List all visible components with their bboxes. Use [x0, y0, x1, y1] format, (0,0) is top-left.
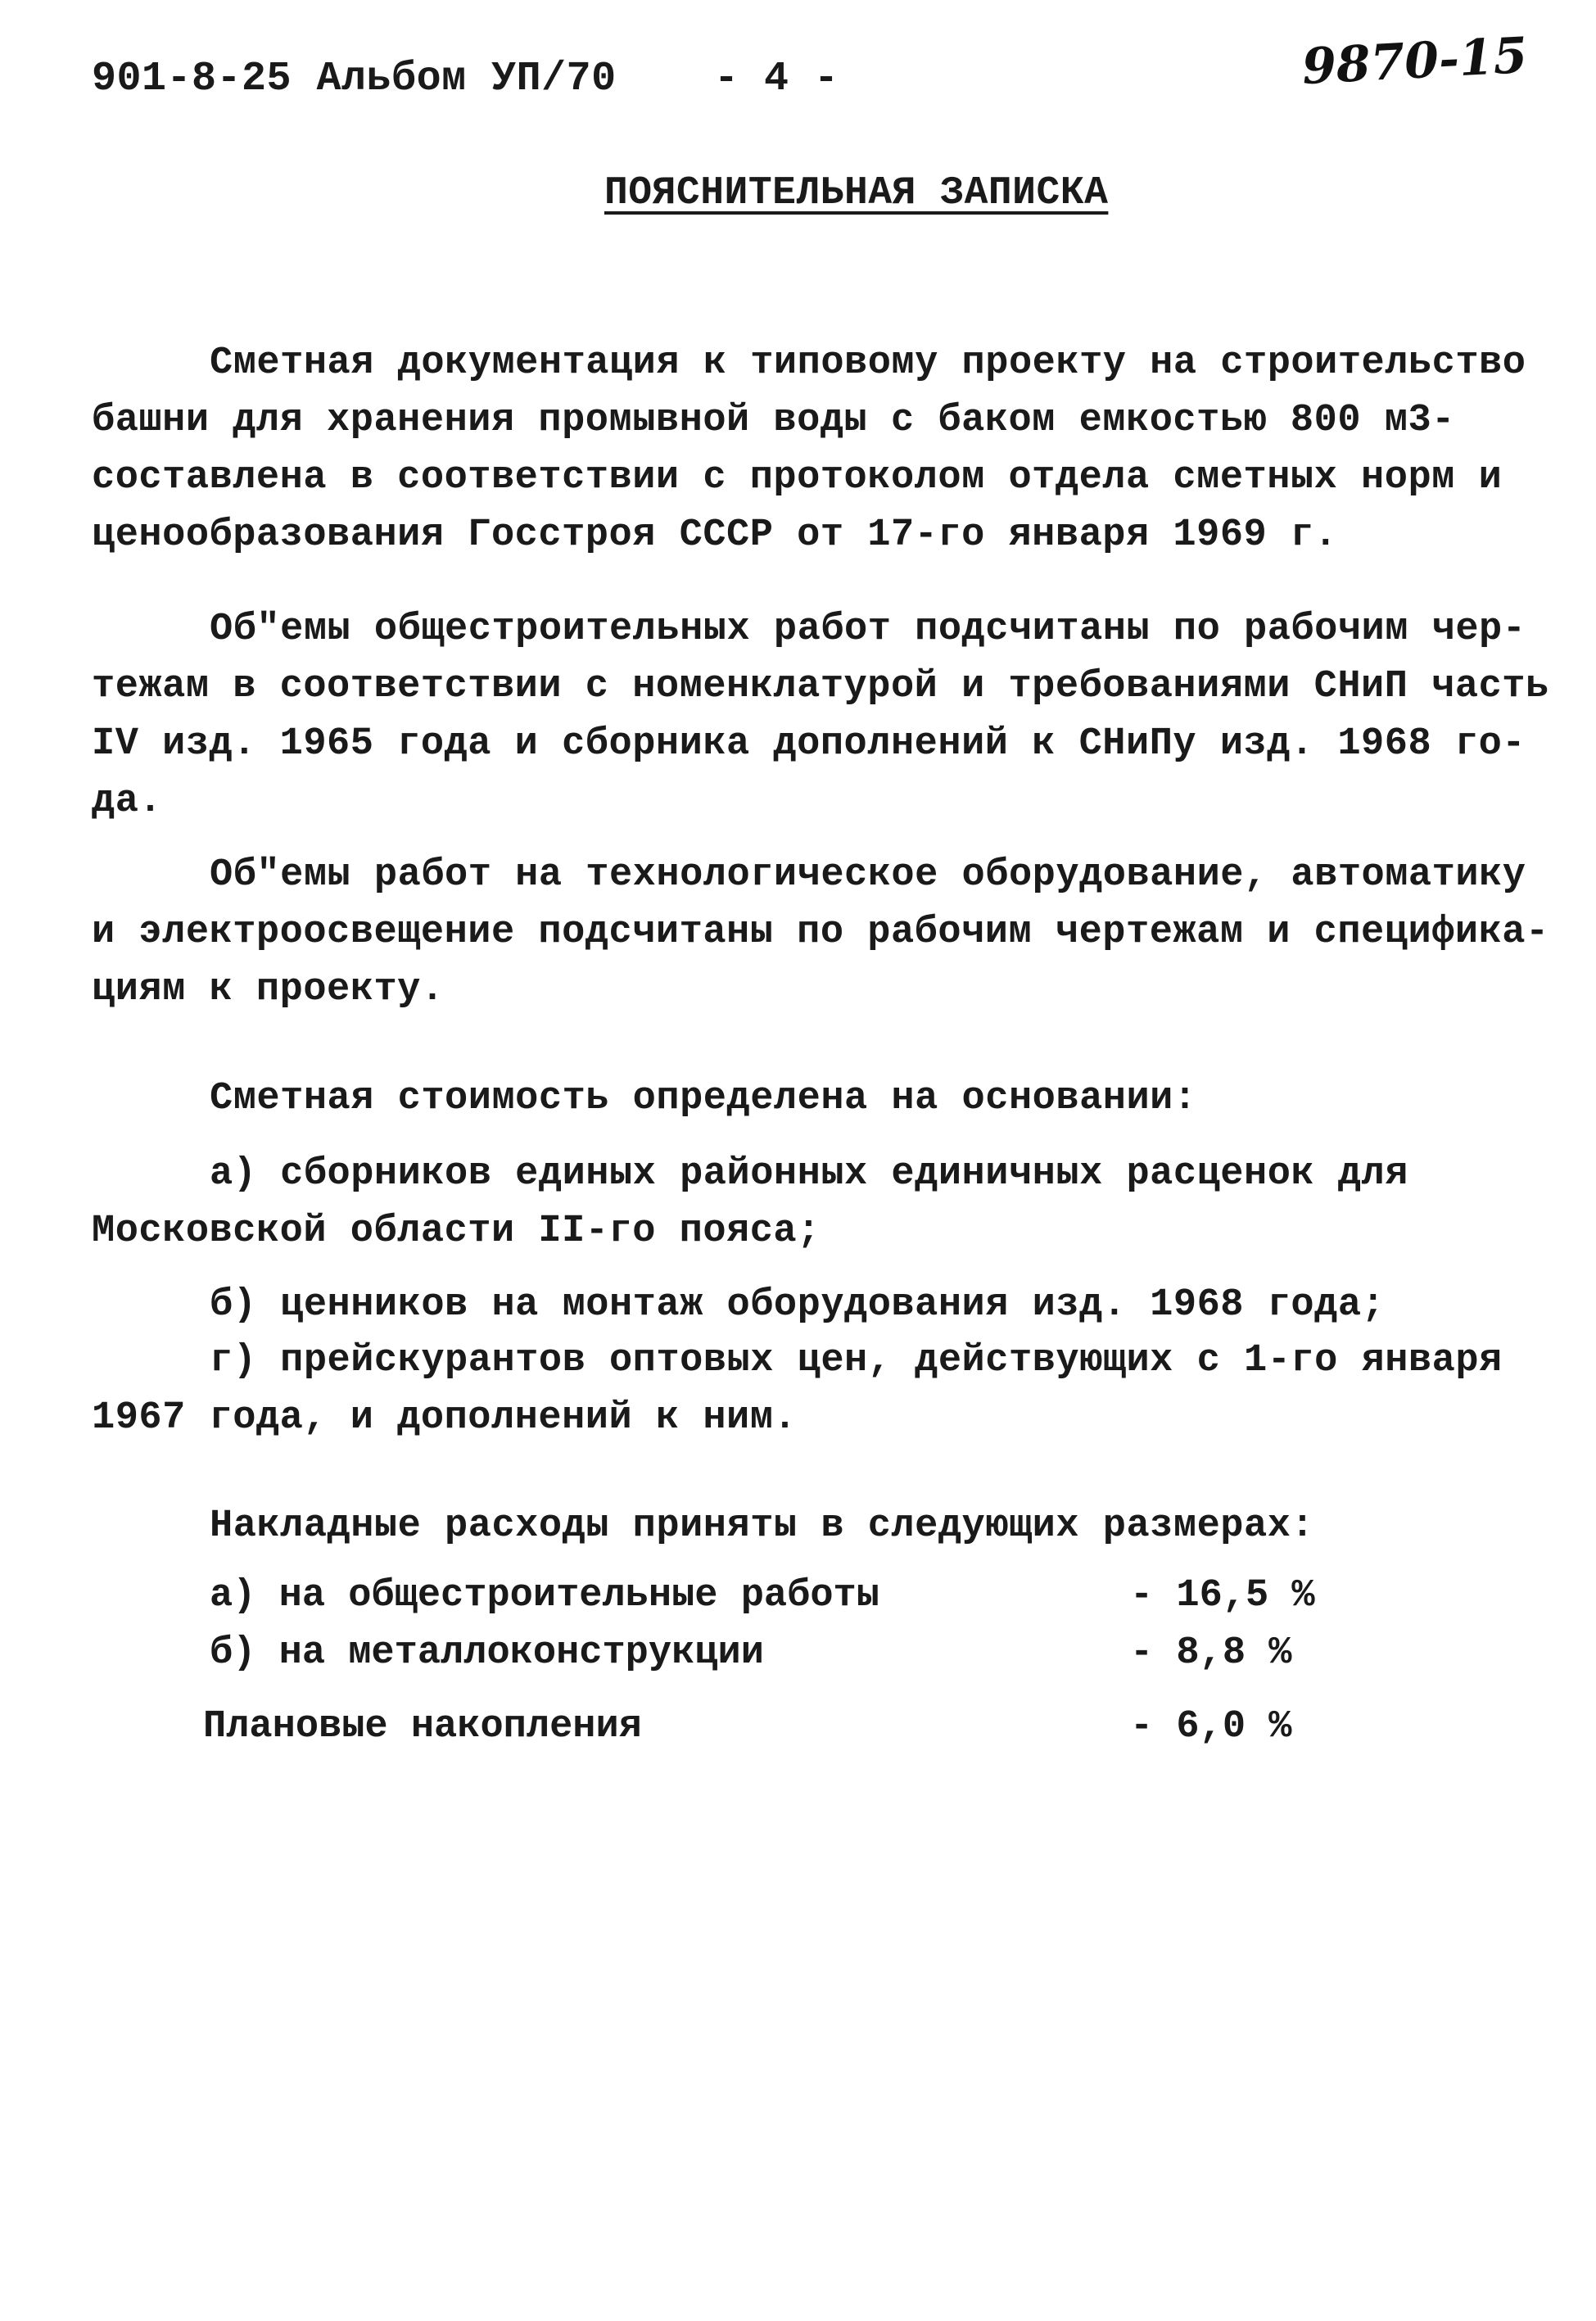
paragraph3-line: и электроосвещение подсчитаны по рабочим чертежам и специфика- — [92, 911, 1549, 954]
planned-savings-label: Плановые накопления — [203, 1705, 642, 1749]
overhead-intro: Накладные расходы приняты в следующих размерах: — [210, 1504, 1315, 1548]
paragraph1-line: башни для хранения промывной воды с баком емкостью 800 м3- — [92, 399, 1455, 442]
basis-item-g-line: 1967 года, и дополнений к ним. — [92, 1396, 798, 1440]
paragraph3-line: циям к проекту. — [92, 968, 445, 1011]
paragraph1-line: Сметная документация к типовому проекту на строительство — [210, 342, 1526, 385]
paragraph2-line: Об"емы общестроительных работ подсчитаны по рабочим чер- — [210, 608, 1526, 651]
estimate-basis-intro: Сметная стоимость определена на основании: — [210, 1077, 1197, 1120]
document-code: 901-8-25 Альбом УП/70 — [92, 56, 617, 102]
paragraph3-line: Об"емы работ на технологическое оборудование, автоматику — [210, 853, 1526, 897]
handwritten-number: 9870-15 — [1300, 26, 1530, 97]
paragraph2-line: тежам в соответствии с номенклатурой и требованиями СНиП часть — [92, 665, 1549, 708]
overhead-row-value: - 8,8 % — [1130, 1631, 1292, 1675]
page-title: ПОЯСНИТЕЛЬНАЯ ЗАПИСКА — [604, 171, 1109, 215]
overhead-row-label: б) на металлоконструкции — [210, 1631, 764, 1675]
basis-item-g-line: г) прейскурантов оптовых цен, действующих с 1-го января — [210, 1339, 1503, 1382]
overhead-row-value: - 16,5 % — [1130, 1574, 1315, 1617]
overhead-row-label: а) на общестроительные работы — [210, 1574, 879, 1617]
paragraph2-line: IV изд. 1965 года и сборника дополнений к СНиПу изд. 1968 го- — [92, 722, 1526, 766]
basis-item-a-line: Московской области II-го пояса; — [92, 1210, 821, 1253]
page-number: - 4 - — [714, 56, 839, 102]
paragraph1-line: составлена в соответствии с протоколом отдела сметных норм и — [92, 456, 1503, 500]
paragraph2-line: да. — [92, 780, 163, 823]
basis-item-a-line: а) сборников единых районных единичных расценок для — [210, 1152, 1408, 1196]
basis-item-b: б) ценников на монтаж оборудования изд. 1968 года; — [210, 1283, 1386, 1327]
paragraph1-line: ценообразования Госстроя СССР от 17-го января 1969 г. — [92, 514, 1338, 557]
planned-savings-value: - 6,0 % — [1130, 1705, 1292, 1749]
